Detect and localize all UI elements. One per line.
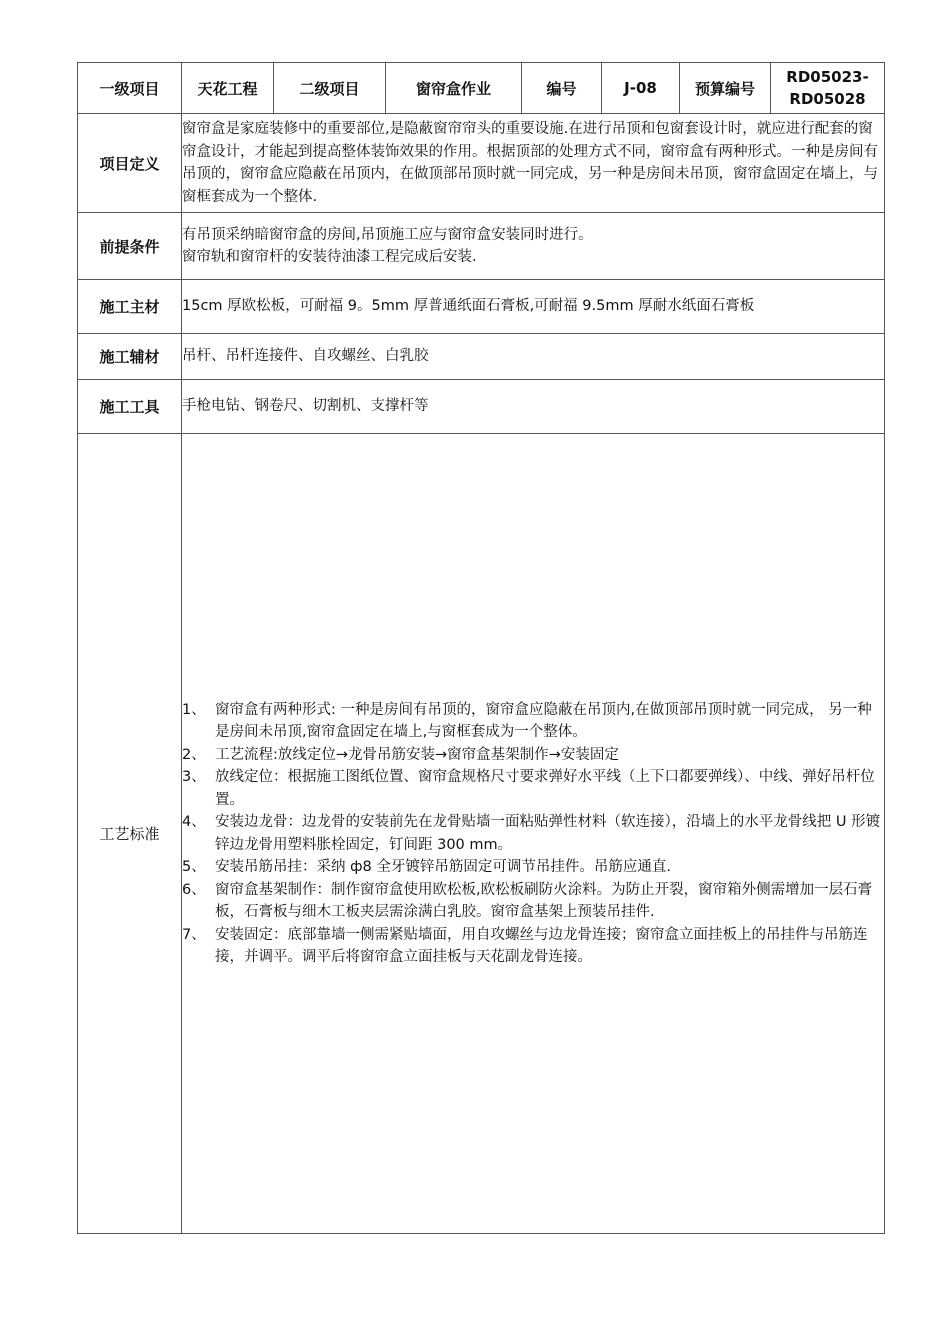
tools-row	[78, 380, 885, 434]
standard-cell	[182, 434, 885, 1234]
construction-spec-table	[77, 62, 885, 1234]
step-number: 3、	[182, 769, 206, 785]
precondition-cell	[182, 213, 885, 280]
precondition-label: 前提条件	[78, 213, 182, 280]
step-number: 4、	[182, 814, 206, 830]
precondition-line: 有吊顶采纳暗窗帘盒的房间,吊顶施工应与窗帘盒安装同时进行。	[182, 226, 593, 243]
precondition-row	[78, 213, 885, 280]
level2-value: 窗帘盒作业	[386, 63, 522, 114]
definition-row	[78, 114, 885, 213]
standard-steps-list	[182, 699, 884, 969]
step-number: 1、	[182, 701, 206, 718]
main-material-cell	[182, 280, 885, 334]
step-number: 6、	[182, 881, 206, 898]
tools-text: 手枪电钻、钢卷尺、切割机、支撑杆等	[182, 398, 429, 415]
standard-row	[78, 434, 885, 1234]
tools-label: 施工工具	[78, 380, 182, 434]
budget-value: RD05023-RD05028	[771, 63, 885, 114]
list-item	[182, 699, 884, 744]
step-text: 安装吊筋吊挂：采纳 ф8 全牙镀锌吊筋固定可调节吊挂件。吊筋应通直.	[215, 859, 671, 875]
list-item	[182, 924, 884, 969]
list-item	[182, 879, 884, 924]
definition-cell	[182, 114, 885, 213]
step-text: 安装边龙骨：边龙骨的安装前先在龙骨贴墙一面粘贴弹性材料（软连接），沿墙上的水平龙骨线把 U 形镀锌边龙骨用塑料胀栓固定，钉间距 300 mm。	[215, 814, 881, 853]
step-text: 安装固定：底部靠墙一侧需紧贴墙面，用自攻螺丝与边龙骨连接；窗帘盒立面挂板上的吊挂件与吊筋连接，并调平。调平后将窗帘盒立面挂板与天花副龙骨连接。	[215, 926, 868, 965]
budget-label: 预算编号	[680, 63, 771, 114]
level1-label: 一级项目	[78, 63, 182, 114]
aux-material-text: 吊杆、吊杆连接件、自攻螺丝、白乳胶	[182, 348, 429, 365]
step-text: 工艺流程:放线定位→龙骨吊筋安装→窗帘盒基架制作→安装固定	[215, 746, 619, 763]
step-number: 2、	[182, 746, 206, 763]
header-row	[78, 63, 885, 114]
number-value: J-08	[602, 63, 680, 114]
list-item	[182, 811, 884, 856]
aux-material-row	[78, 334, 885, 380]
definition-text: 窗帘盒是家庭装修中的重要部位,是隐蔽窗帘帘头的重要设施.在进行吊顶和包窗套设计时，就应进行配套的窗帘盒设计，才能起到提高整体装饰效果的作用。根据顶部的处理方式不同，窗帘盒有两种形式。一种是房间有吊顶的，窗帘盒应隐蔽在吊顶内，在做顶部吊顶时就一同完成，另一种是房间未吊顶，窗帘盒固定在墙上，与窗框套成为一个整体.	[182, 121, 878, 205]
aux-material-label: 施工辅材	[78, 334, 182, 380]
tools-cell	[182, 380, 885, 434]
level2-label: 二级项目	[274, 63, 386, 114]
main-material-label: 施工主材	[78, 280, 182, 334]
main-material-row	[78, 280, 885, 334]
list-item	[182, 766, 884, 811]
step-text: 窗帘盒有两种形式: 一种是房间有吊顶的，窗帘盒应隐蔽在吊顶内,在做顶部吊顶时就一同完成， 另一种是房间未吊顶,窗帘盒固定在墙上,与窗框套成为一个整体。	[215, 701, 872, 740]
precondition-line: 窗帘轨和窗帘杆的安装待油漆工程完成后安装.	[182, 249, 477, 265]
list-item	[182, 856, 884, 879]
standard-label: 工艺标准	[78, 434, 182, 1234]
step-number: 5、	[182, 859, 206, 875]
step-text: 放线定位：根据施工图纸位置、窗帘盒规格尺寸要求弹好水平线（上下口都要弹线）、中线、弹好吊杆位置。	[215, 769, 875, 808]
aux-material-cell	[182, 334, 885, 380]
definition-label: 项目定义	[78, 114, 182, 213]
number-label: 编号	[522, 63, 602, 114]
step-text: 窗帘盒基架制作：制作窗帘盒使用欧松板,欧松板刷防火涂料。为防止开裂，窗帘箱外侧需增加一层石膏板，石膏板与细木工板夹层需涂满白乳胶。窗帘盒基架上预装吊挂件.	[215, 881, 873, 920]
list-item	[182, 744, 884, 767]
level1-value: 天花工程	[182, 63, 274, 114]
main-material-text: 15cm 厚欧松板，可耐福 9。5mm 厚普通纸面石膏板,可耐福 9.5mm 厚耐水纸面石膏板	[182, 298, 755, 315]
step-number: 7、	[182, 926, 206, 943]
